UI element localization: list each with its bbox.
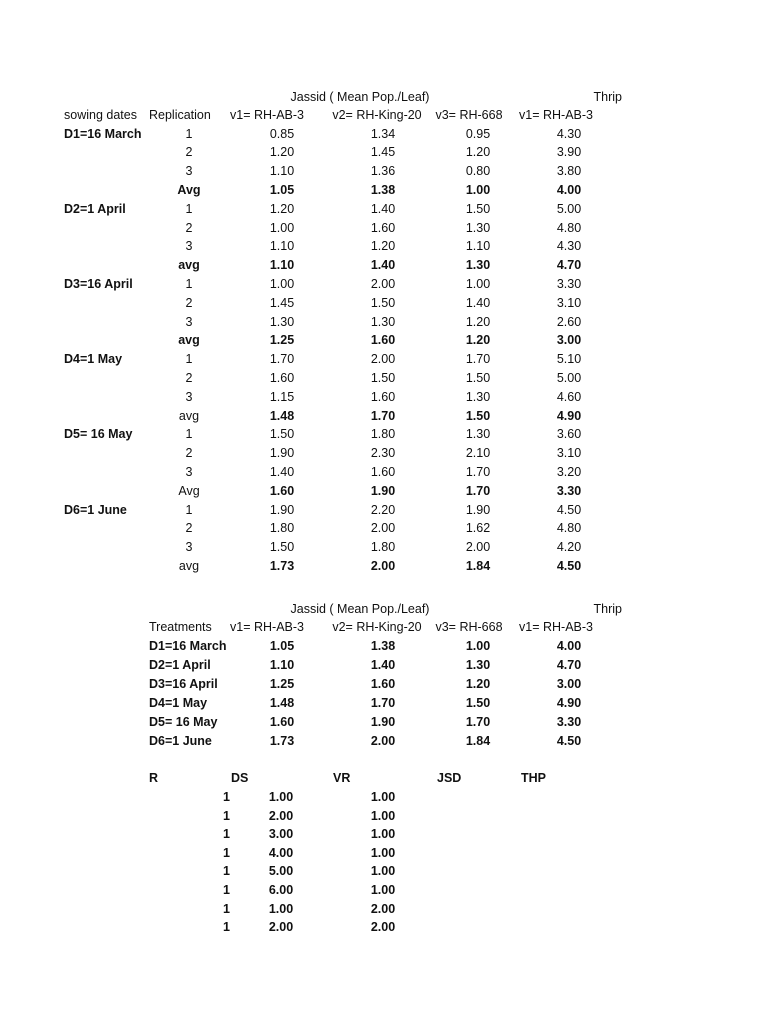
data-value: 1.20: [465, 314, 491, 329]
data-value: 2.00: [465, 540, 491, 555]
data-value: 1.50: [269, 540, 295, 555]
column-header: sowing dates: [64, 108, 137, 122]
data-value: 1.45: [370, 145, 396, 160]
data-value: 1.15: [269, 389, 295, 404]
data-value: 2.60: [556, 314, 582, 329]
data-value: 1.30: [370, 314, 396, 329]
avg-label: Avg: [177, 182, 201, 197]
ds-value: 3.00: [268, 827, 294, 842]
data-value: 1.90: [370, 715, 396, 729]
data-value: 1.30: [269, 314, 295, 329]
group-title-thrip: Thrip: [593, 602, 622, 616]
r-value: 1: [223, 845, 230, 860]
data-value: 1.60: [370, 389, 396, 404]
r-value: 1: [223, 827, 230, 842]
data-value: 1.60: [370, 677, 396, 691]
data-value: 4.20: [556, 540, 582, 555]
data-value: 1.50: [370, 295, 396, 310]
data-value: 1.30: [465, 258, 491, 273]
data-value: 1.84: [465, 558, 491, 573]
data-value: 1.70: [269, 352, 295, 367]
replication-number: 2: [185, 370, 193, 385]
data-value: 1.90: [465, 502, 491, 517]
data-value: 1.73: [269, 734, 295, 748]
data-value: 1.20: [269, 201, 295, 216]
data-value: 2.00: [370, 276, 396, 291]
data-value: 1.60: [370, 220, 396, 235]
avg-label: avg: [178, 333, 200, 348]
replication-number: 2: [185, 145, 193, 160]
replication-number: 3: [185, 464, 193, 479]
data-value: 1.25: [269, 333, 295, 348]
data-value: 4.00: [556, 639, 582, 653]
data-value: 1.20: [465, 145, 491, 160]
r-value: 1: [223, 864, 230, 879]
data-value: 1.00: [465, 639, 491, 653]
data-value: 1.60: [370, 333, 396, 348]
data-value: 1.50: [465, 370, 491, 385]
data-value: 4.00: [556, 182, 582, 197]
data-value: 5.00: [556, 370, 582, 385]
replication-number: 1: [185, 352, 193, 367]
data-value: 3.80: [556, 164, 582, 179]
data-value: 1.60: [269, 370, 295, 385]
data-value: 1.40: [465, 295, 491, 310]
replication-number: 3: [185, 239, 193, 254]
column-header: Replication: [149, 108, 211, 122]
data-value: 1.70: [465, 715, 491, 729]
data-value: 2.20: [370, 502, 396, 517]
group-title-thrip: Thrip: [593, 90, 622, 104]
data-value: 1.30: [465, 389, 491, 404]
sowing-date-label: D3=16 April: [64, 276, 133, 291]
data-value: 2.00: [370, 521, 396, 536]
data-value: 1.00: [269, 220, 295, 235]
data-value: 1.30: [465, 427, 491, 442]
group-title-jassid: Jassid ( Mean Pop./Leaf): [290, 602, 430, 616]
data-value: 4.90: [556, 696, 582, 710]
vr-value: 1.00: [370, 845, 396, 860]
data-value: 1.50: [465, 408, 491, 423]
data-value: 1.05: [269, 182, 295, 197]
data-value: 3.20: [556, 464, 582, 479]
data-value: 1.70: [465, 483, 491, 498]
vr-value: 1.00: [370, 864, 396, 879]
data-value: 3.30: [556, 276, 582, 291]
data-value: 1.50: [370, 370, 396, 385]
data-value: 0.95: [465, 126, 491, 141]
replication-number: 2: [185, 446, 193, 461]
column-header: THP: [521, 771, 546, 785]
column-header: VR: [333, 771, 351, 785]
ds-value: 6.00: [268, 883, 294, 897]
data-value: 4.90: [556, 408, 582, 423]
data-value: 1.34: [370, 126, 396, 141]
data-value: 1.05: [269, 639, 295, 653]
data-value: 1.10: [269, 258, 295, 273]
replication-number: 1: [185, 126, 193, 141]
vr-value: 2.00: [370, 901, 396, 916]
column-header: v1= RH-AB-3: [230, 108, 304, 122]
data-value: 1.60: [269, 715, 295, 729]
data-value: 1.70: [465, 352, 491, 367]
data-value: 1.36: [370, 164, 396, 179]
data-value: 2.00: [370, 734, 396, 748]
ds-value: 1.00: [268, 901, 294, 916]
vr-value: 1.00: [370, 808, 396, 823]
avg-label: avg: [178, 558, 200, 573]
data-value: 1.10: [269, 239, 295, 254]
vr-value: 2.00: [370, 920, 396, 935]
data-value: 3.00: [556, 677, 582, 691]
column-header: v3= RH-668: [435, 620, 503, 634]
data-value: 3.30: [556, 483, 582, 498]
replication-number: 3: [185, 540, 193, 555]
data-value: 1.50: [269, 427, 295, 442]
data-value: 2.00: [370, 352, 396, 367]
treatment-label: D6=1 June: [149, 734, 212, 748]
data-value: 1.00: [465, 182, 491, 197]
column-header: DS: [231, 771, 249, 785]
data-value: 5.00: [556, 201, 582, 216]
column-header: Treatments: [149, 620, 212, 634]
data-value: 1.90: [269, 502, 295, 517]
data-value: 1.70: [370, 408, 396, 423]
data-value: 1.80: [370, 540, 396, 555]
sowing-date-label: D4=1 May: [64, 352, 123, 367]
data-value: 1.60: [269, 483, 295, 498]
data-value: 1.30: [465, 220, 491, 235]
ds-value: 2.00: [268, 808, 294, 823]
data-value: 1.20: [269, 145, 295, 160]
data-value: 3.10: [556, 446, 582, 461]
replication-number: 3: [185, 164, 193, 179]
data-value: 1.40: [269, 464, 295, 479]
data-value: 1.10: [269, 164, 295, 179]
data-value: 1.00: [269, 276, 295, 291]
data-value: 1.70: [370, 696, 396, 710]
data-value: 1.50: [465, 696, 491, 710]
data-value: 4.60: [556, 389, 582, 404]
ds-value: 4.00: [268, 845, 294, 860]
data-value: 1.20: [465, 333, 491, 348]
replication-number: 1: [185, 502, 193, 517]
vr-value: 1.00: [370, 827, 396, 842]
data-value: 0.85: [269, 126, 295, 141]
column-header: v1= RH-AB-3: [519, 620, 593, 634]
vr-value: 1.00: [370, 883, 396, 897]
column-header: v3= RH-668: [435, 108, 503, 122]
data-value: 1.50: [465, 201, 491, 216]
replication-number: 3: [185, 314, 193, 329]
data-value: 1.80: [370, 427, 396, 442]
column-header: R: [149, 771, 159, 785]
data-value: 1.40: [370, 201, 396, 216]
data-value: 3.60: [556, 427, 582, 442]
data-value: 2.30: [370, 446, 396, 461]
data-value: 1.00: [465, 276, 491, 291]
replication-number: 1: [185, 276, 193, 291]
data-value: 1.20: [465, 677, 491, 691]
data-value: 1.38: [370, 639, 396, 653]
data-value: 1.30: [465, 658, 491, 672]
ds-value: 2.00: [268, 920, 294, 935]
data-value: 1.20: [370, 239, 396, 254]
data-value: 4.30: [556, 239, 582, 254]
data-value: 1.70: [465, 464, 491, 479]
sowing-date-label: D2=1 April: [64, 201, 126, 216]
data-value: 5.10: [556, 352, 582, 367]
treatment-label: D1=16 March: [149, 639, 227, 653]
group-title-jassid: Jassid ( Mean Pop./Leaf): [290, 90, 430, 104]
r-value: 1: [223, 901, 230, 916]
data-value: 1.80: [269, 521, 295, 536]
data-value: 1.38: [370, 182, 396, 197]
data-value: 2.00: [370, 558, 396, 573]
data-value: 1.48: [269, 408, 295, 423]
data-value: 1.25: [269, 677, 295, 691]
data-value: 3.00: [556, 333, 582, 348]
data-value: 1.90: [370, 483, 396, 498]
sowing-date-label: D5= 16 May: [64, 427, 133, 442]
data-value: 4.70: [556, 258, 582, 273]
data-value: 4.50: [556, 558, 582, 573]
replication-number: 1: [185, 201, 193, 216]
vr-value: 1.00: [370, 790, 396, 804]
replication-number: 2: [185, 521, 193, 536]
treatment-label: D3=16 April: [149, 677, 218, 691]
column-header: v2= RH-King-20: [332, 620, 422, 634]
data-value: 1.40: [370, 658, 396, 672]
ds-value: 1.00: [268, 790, 294, 804]
replication-number: 3: [185, 389, 193, 404]
data-value: 4.30: [556, 126, 582, 141]
data-value: 4.70: [556, 658, 582, 672]
data-value: 3.10: [556, 295, 582, 310]
data-value: 3.90: [556, 145, 582, 160]
treatment-label: D2=1 April: [149, 658, 211, 672]
data-value: 1.73: [269, 558, 295, 573]
replication-number: 2: [185, 295, 193, 310]
treatment-label: D5= 16 May: [149, 715, 218, 729]
data-value: 1.40: [370, 258, 396, 273]
avg-label: avg: [178, 258, 200, 273]
data-value: 2.10: [465, 446, 491, 461]
r-value: 1: [223, 808, 230, 823]
data-value: 1.60: [370, 464, 396, 479]
column-header: v1= RH-AB-3: [230, 620, 304, 634]
data-value: 4.80: [556, 220, 582, 235]
data-value: 4.50: [556, 502, 582, 517]
avg-label: avg: [178, 408, 200, 423]
data-value: 1.10: [269, 658, 295, 672]
r-value: 1: [223, 883, 230, 897]
sowing-date-label: D6=1 June: [64, 502, 127, 517]
column-header: v2= RH-King-20: [332, 108, 422, 122]
data-value: 1.84: [465, 734, 491, 748]
avg-label: Avg: [178, 483, 200, 498]
data-value: 3.30: [556, 715, 582, 729]
sowing-date-label: D1=16 March: [64, 126, 142, 141]
data-value: 1.90: [269, 446, 295, 461]
treatment-label: D4=1 May: [149, 696, 208, 710]
replication-number: 1: [185, 427, 193, 442]
column-header: JSD: [437, 771, 462, 785]
data-value: 1.48: [269, 696, 295, 710]
data-value: 1.45: [269, 295, 295, 310]
data-value: 1.10: [465, 239, 491, 254]
column-header: v1= RH-AB-3: [519, 108, 593, 122]
ds-value: 5.00: [268, 864, 294, 879]
r-value: 1: [223, 920, 230, 935]
data-value: 1.62: [465, 521, 491, 536]
data-value: 0.80: [465, 164, 491, 179]
replication-number: 2: [185, 220, 193, 235]
data-value: 4.50: [556, 734, 582, 748]
r-value: 1: [223, 790, 230, 804]
data-value: 4.80: [556, 521, 582, 536]
